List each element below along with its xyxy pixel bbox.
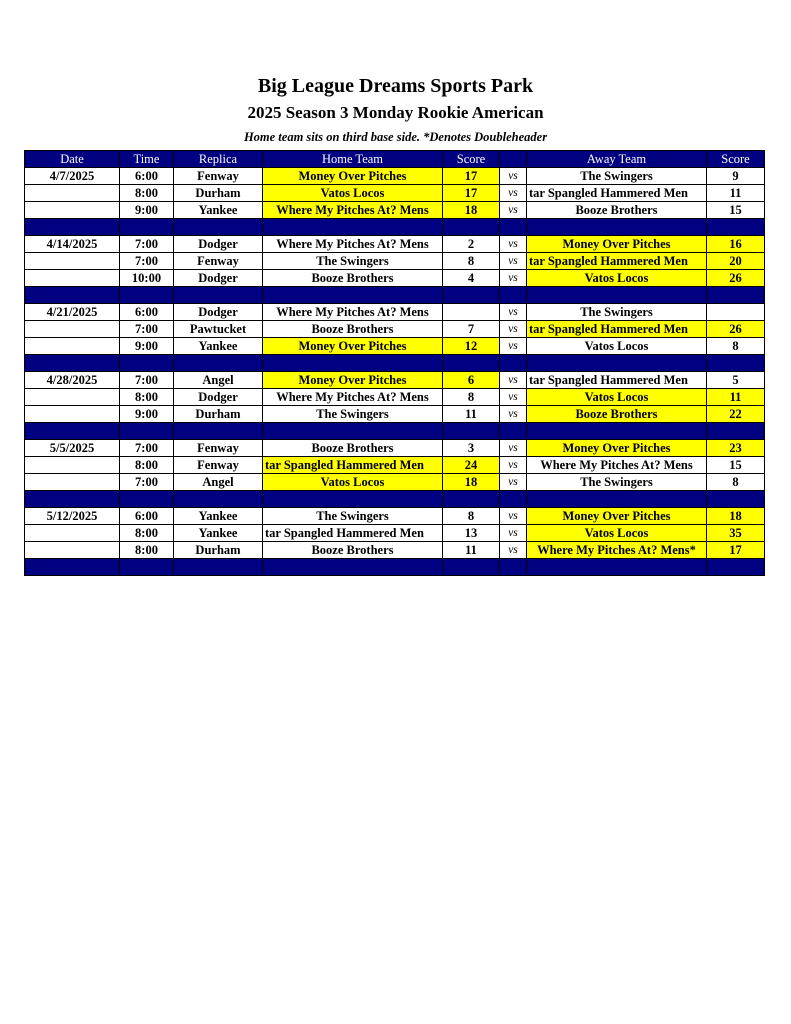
game-date	[25, 542, 120, 559]
table-row	[25, 440, 765, 457]
game-date	[25, 270, 120, 287]
separator-cell	[263, 355, 443, 372]
table-row	[25, 185, 765, 202]
separator-cell	[707, 423, 765, 440]
vs-label: vs	[500, 236, 527, 253]
game-time: 8:00	[120, 542, 174, 559]
game-date	[25, 389, 120, 406]
column-header-home-team: Home Team	[263, 151, 443, 168]
away-team: Where My Pitches At? Mens	[527, 457, 707, 474]
game-date: 4/14/2025	[25, 236, 120, 253]
game-replica: Angel	[174, 372, 263, 389]
home-team: Vatos Locos	[263, 185, 443, 202]
game-replica: Angel	[174, 474, 263, 491]
home-team: Where My Pitches At? Mens	[263, 304, 443, 321]
game-time: 9:00	[120, 202, 174, 219]
home-team: Booze Brothers	[263, 542, 443, 559]
home-team: tar Spangled Hammered Men	[263, 457, 443, 474]
home-score: 3	[443, 440, 500, 457]
separator-cell	[25, 423, 120, 440]
game-replica: Durham	[174, 542, 263, 559]
header-row	[25, 151, 765, 168]
game-replica: Yankee	[174, 508, 263, 525]
home-team: Where My Pitches At? Mens	[263, 202, 443, 219]
away-score: 22	[707, 406, 765, 423]
away-score: 5	[707, 372, 765, 389]
game-date: 4/7/2025	[25, 168, 120, 185]
vs-label: vs	[500, 253, 527, 270]
away-score: 15	[707, 202, 765, 219]
away-score: 8	[707, 338, 765, 355]
home-score: 24	[443, 457, 500, 474]
home-score	[443, 304, 500, 321]
away-score: 17	[707, 542, 765, 559]
separator-cell	[527, 559, 707, 576]
home-team: Booze Brothers	[263, 321, 443, 338]
home-team: Money Over Pitches	[263, 372, 443, 389]
separator-cell	[25, 559, 120, 576]
game-replica: Durham	[174, 185, 263, 202]
separator-cell	[527, 355, 707, 372]
game-replica: Yankee	[174, 525, 263, 542]
away-team: tar Spangled Hammered Men	[527, 372, 707, 389]
separator-cell	[500, 559, 527, 576]
column-header-away-score: Score	[707, 151, 765, 168]
column-header-home-score: Score	[443, 151, 500, 168]
separator-cell	[527, 287, 707, 304]
away-score: 18	[707, 508, 765, 525]
game-time: 8:00	[120, 525, 174, 542]
home-score: 4	[443, 270, 500, 287]
vs-label: vs	[500, 457, 527, 474]
home-team: Booze Brothers	[263, 270, 443, 287]
separator-cell	[120, 219, 174, 236]
separator-cell	[174, 355, 263, 372]
separator-cell	[527, 219, 707, 236]
home-score: 18	[443, 474, 500, 491]
game-time: 7:00	[120, 321, 174, 338]
table-row	[25, 508, 765, 525]
home-score: 11	[443, 406, 500, 423]
separator-cell	[174, 287, 263, 304]
away-team: The Swingers	[527, 168, 707, 185]
vs-label: vs	[500, 270, 527, 287]
home-team: The Swingers	[263, 508, 443, 525]
away-score: 11	[707, 389, 765, 406]
separator-cell	[527, 423, 707, 440]
vs-label: vs	[500, 474, 527, 491]
home-score: 11	[443, 542, 500, 559]
column-header-time: Time	[120, 151, 174, 168]
separator-cell	[120, 559, 174, 576]
vs-label: vs	[500, 168, 527, 185]
away-score: 26	[707, 270, 765, 287]
game-time: 8:00	[120, 457, 174, 474]
separator-cell	[500, 219, 527, 236]
away-score: 8	[707, 474, 765, 491]
away-score: 9	[707, 168, 765, 185]
game-replica: Dodger	[174, 270, 263, 287]
table-row	[25, 372, 765, 389]
game-replica: Fenway	[174, 253, 263, 270]
game-time: 8:00	[120, 389, 174, 406]
schedule-table	[24, 150, 765, 576]
separator-cell	[263, 219, 443, 236]
home-score: 13	[443, 525, 500, 542]
separator-cell	[25, 219, 120, 236]
away-score: 23	[707, 440, 765, 457]
away-team: The Swingers	[527, 304, 707, 321]
column-header-replica: Replica	[174, 151, 263, 168]
vs-label: vs	[500, 338, 527, 355]
separator-cell	[263, 559, 443, 576]
week-separator-row	[25, 287, 765, 304]
table-row	[25, 253, 765, 270]
away-score: 16	[707, 236, 765, 253]
week-separator-row	[25, 559, 765, 576]
separator-cell	[443, 423, 500, 440]
home-team: Where My Pitches At? Mens	[263, 389, 443, 406]
game-date	[25, 338, 120, 355]
game-replica: Yankee	[174, 338, 263, 355]
away-team: Booze Brothers	[527, 202, 707, 219]
separator-cell	[500, 423, 527, 440]
table-row	[25, 270, 765, 287]
separator-cell	[263, 287, 443, 304]
game-replica: Dodger	[174, 389, 263, 406]
separator-cell	[500, 491, 527, 508]
away-team: Where My Pitches At? Mens*	[527, 542, 707, 559]
game-date: 4/21/2025	[25, 304, 120, 321]
vs-label: vs	[500, 304, 527, 321]
week-separator-row	[25, 423, 765, 440]
away-score: 15	[707, 457, 765, 474]
week-separator-row	[25, 355, 765, 372]
table-row	[25, 304, 765, 321]
vs-label: vs	[500, 321, 527, 338]
game-date: 4/28/2025	[25, 372, 120, 389]
away-score	[707, 304, 765, 321]
away-score: 20	[707, 253, 765, 270]
home-team: Money Over Pitches	[263, 168, 443, 185]
home-team: Money Over Pitches	[263, 338, 443, 355]
game-replica: Fenway	[174, 457, 263, 474]
game-date	[25, 474, 120, 491]
home-score: 8	[443, 389, 500, 406]
vs-label: vs	[500, 185, 527, 202]
game-replica: Fenway	[174, 168, 263, 185]
table-row	[25, 406, 765, 423]
separator-cell	[443, 491, 500, 508]
column-header-away-team: Away Team	[527, 151, 707, 168]
home-team: The Swingers	[263, 406, 443, 423]
home-team: The Swingers	[263, 253, 443, 270]
vs-label: vs	[500, 389, 527, 406]
separator-cell	[263, 423, 443, 440]
game-date	[25, 525, 120, 542]
table-row	[25, 474, 765, 491]
separator-cell	[120, 423, 174, 440]
away-team: tar Spangled Hammered Men	[527, 185, 707, 202]
separator-cell	[174, 423, 263, 440]
game-replica: Yankee	[174, 202, 263, 219]
away-team: tar Spangled Hammered Men	[527, 253, 707, 270]
column-header-vs	[500, 151, 527, 168]
column-header-date: Date	[25, 151, 120, 168]
separator-cell	[707, 559, 765, 576]
away-team: tar Spangled Hammered Men	[527, 321, 707, 338]
separator-cell	[527, 491, 707, 508]
home-score: 17	[443, 168, 500, 185]
table-row	[25, 236, 765, 253]
game-replica: Durham	[174, 406, 263, 423]
away-team: Vatos Locos	[527, 270, 707, 287]
game-replica: Dodger	[174, 304, 263, 321]
game-time: 7:00	[120, 474, 174, 491]
game-time: 7:00	[120, 236, 174, 253]
away-score: 35	[707, 525, 765, 542]
game-time: 7:00	[120, 253, 174, 270]
table-row	[25, 525, 765, 542]
home-score: 7	[443, 321, 500, 338]
game-time: 7:00	[120, 440, 174, 457]
separator-cell	[174, 559, 263, 576]
away-team: Booze Brothers	[527, 406, 707, 423]
separator-cell	[120, 355, 174, 372]
table-row	[25, 168, 765, 185]
separator-cell	[500, 355, 527, 372]
game-date	[25, 321, 120, 338]
away-team: Money Over Pitches	[527, 236, 707, 253]
separator-cell	[707, 287, 765, 304]
page-note: Home team sits on third base side. *Denotes Doubleheader	[243, 130, 548, 144]
separator-cell	[443, 355, 500, 372]
vs-label: vs	[500, 372, 527, 389]
separator-cell	[500, 287, 527, 304]
home-team: Vatos Locos	[263, 474, 443, 491]
game-replica: Fenway	[174, 440, 263, 457]
away-score: 26	[707, 321, 765, 338]
table-row	[25, 542, 765, 559]
game-date	[25, 406, 120, 423]
home-score: 2	[443, 236, 500, 253]
separator-cell	[707, 219, 765, 236]
home-team: Booze Brothers	[263, 440, 443, 457]
home-score: 17	[443, 185, 500, 202]
vs-label: vs	[500, 525, 527, 542]
game-replica: Pawtucket	[174, 321, 263, 338]
game-date	[25, 185, 120, 202]
away-team: Money Over Pitches	[527, 440, 707, 457]
game-date	[25, 202, 120, 219]
separator-cell	[707, 491, 765, 508]
game-time: 6:00	[120, 168, 174, 185]
game-date	[25, 457, 120, 474]
game-date: 5/12/2025	[25, 508, 120, 525]
vs-label: vs	[500, 440, 527, 457]
home-score: 8	[443, 253, 500, 270]
week-separator-row	[25, 491, 765, 508]
game-date	[25, 253, 120, 270]
game-replica: Dodger	[174, 236, 263, 253]
vs-label: vs	[500, 202, 527, 219]
game-time: 9:00	[120, 406, 174, 423]
away-team: Vatos Locos	[527, 389, 707, 406]
away-score: 11	[707, 185, 765, 202]
separator-cell	[174, 491, 263, 508]
separator-cell	[25, 287, 120, 304]
away-team: The Swingers	[527, 474, 707, 491]
separator-cell	[25, 491, 120, 508]
vs-label: vs	[500, 542, 527, 559]
separator-cell	[263, 491, 443, 508]
separator-cell	[443, 219, 500, 236]
game-time: 6:00	[120, 508, 174, 525]
separator-cell	[120, 287, 174, 304]
vs-label: vs	[500, 406, 527, 423]
game-date: 5/5/2025	[25, 440, 120, 457]
home-team: tar Spangled Hammered Men	[263, 525, 443, 542]
separator-cell	[443, 287, 500, 304]
home-score: 12	[443, 338, 500, 355]
home-score: 8	[443, 508, 500, 525]
table-row	[25, 202, 765, 219]
game-time: 7:00	[120, 372, 174, 389]
away-team: Vatos Locos	[527, 338, 707, 355]
separator-cell	[443, 559, 500, 576]
page-subtitle: 2025 Season 3 Monday Rookie American	[247, 103, 544, 122]
separator-cell	[120, 491, 174, 508]
game-time: 9:00	[120, 338, 174, 355]
table-row	[25, 389, 765, 406]
table-row	[25, 338, 765, 355]
separator-cell	[707, 355, 765, 372]
page-title: Big League Dreams Sports Park	[257, 75, 534, 97]
home-score: 6	[443, 372, 500, 389]
game-time: 10:00	[120, 270, 174, 287]
game-time: 6:00	[120, 304, 174, 321]
away-team: Vatos Locos	[527, 525, 707, 542]
home-score: 18	[443, 202, 500, 219]
week-separator-row	[25, 219, 765, 236]
table-row	[25, 457, 765, 474]
away-team: Money Over Pitches	[527, 508, 707, 525]
separator-cell	[25, 355, 120, 372]
home-team: Where My Pitches At? Mens	[263, 236, 443, 253]
vs-label: vs	[500, 508, 527, 525]
table-row	[25, 321, 765, 338]
separator-cell	[174, 219, 263, 236]
game-time: 8:00	[120, 185, 174, 202]
